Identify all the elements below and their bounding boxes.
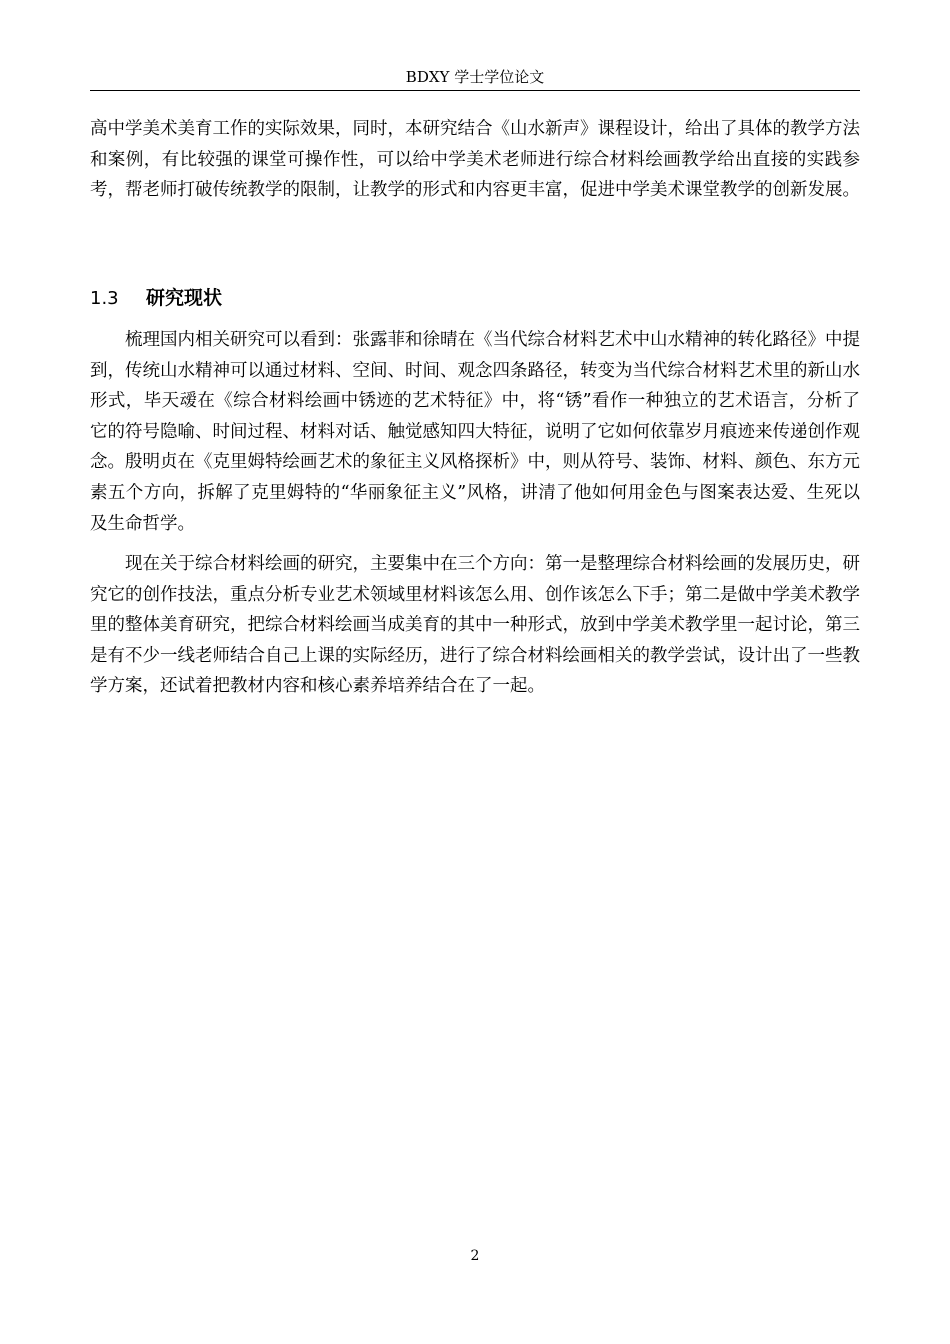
page-header xyxy=(90,64,860,91)
section-number: 1.3 xyxy=(90,288,119,309)
paragraph-continuation: 高中学美术美育工作的实际效果，同时，本研究结合《山水新声》课程设计，给出了具体的教学方法和案例，有比较强的课堂可操作性，可以给中学美术老师进行综合材料绘画教学给出直接的实践参考，帮老师打破传统教学的限制，让教学的形式和内容更丰富，促进中学美术课堂教学的创新发展。 xyxy=(90,119,860,201)
page-number: 2 xyxy=(470,1248,480,1264)
paragraph-research-directions: 现在关于综合材料绘画的研究，主要集中在三个方向：第一是整理综合材料绘画的发展历史，研究它的创作技法，重点分析专业艺术领域里材料该怎么用、创作该怎么下手；第二是做中学美术教学里的整体美育研究，把综合材料绘画当成美育的其中一种形式，放到中学美术教学里一起讨论，第三是有不少一线老师结合自己上课的实际经历，进行了综合材料绘画相关的教学尝试，设计出了一些教学方案，还试着把教材内容和核心素养培养结合在了一起。 xyxy=(90,554,860,697)
section-heading xyxy=(90,283,222,313)
header-title: BDXY 学士学位论文 xyxy=(405,68,545,86)
section-title: 研究现状 xyxy=(146,287,223,309)
paragraph-literature-review: 梳理国内相关研究可以看到：张露菲和徐晴在《当代综合材料艺术中山水精神的转化路径》中提到，传统山水精神可以通过材料、空间、时间、观念四条路径，转变为当代综合材料艺术里的新山水形式，毕天叆在《综合材料绘画中锈迹的艺术特征》中，将“锈”看作一种独立的艺术语言，分析了它的符号隐喻、时间过程、材料对话、触觉感知四大特征，说明了它如何依靠岁月痕迹来传递创作观念。殷明贞在《克里姆特绘画艺术的象征主义风格探析》中，则从符号、装饰、材料、颜色、东方元素五个方向，拆解了克里姆特的“华丽象征主义”风格，讲清了他如何用金色与图案表达爱、生死以及生命哲学。 xyxy=(90,330,860,534)
